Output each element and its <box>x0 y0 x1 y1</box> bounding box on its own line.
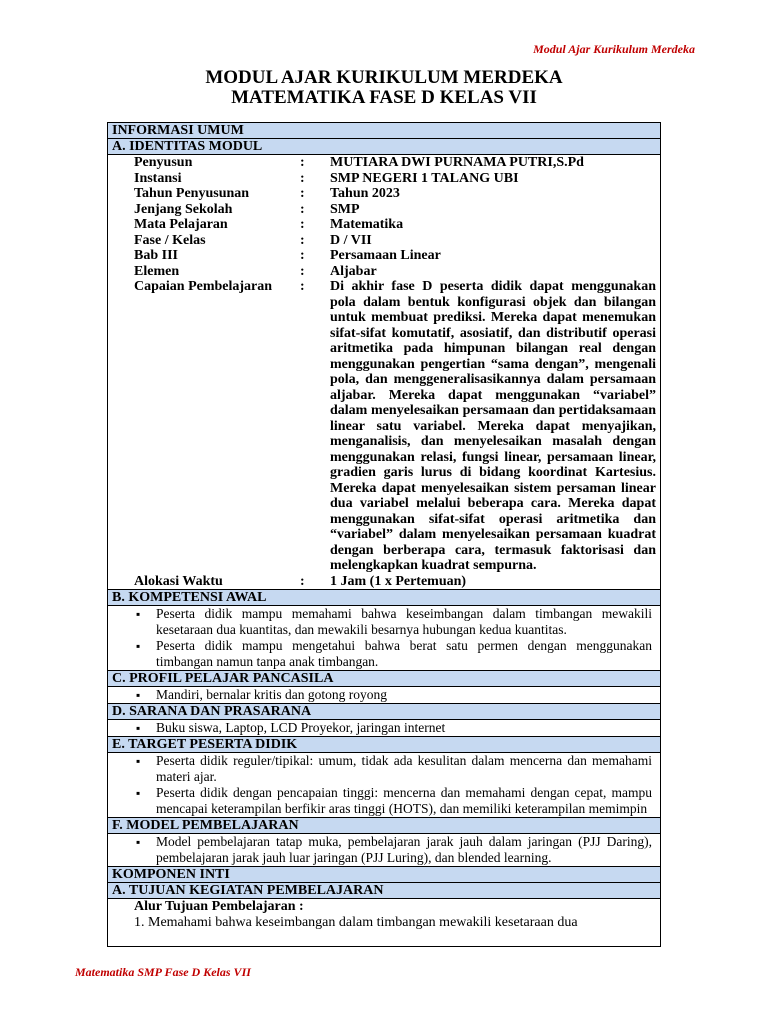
section-target-peserta: E. TARGET PESERTA DIDIK <box>108 737 660 753</box>
title-line-1: MODUL AJAR KURIKULUM MERDEKA <box>205 67 563 88</box>
sarana-content <box>108 720 660 737</box>
running-header: Modul Ajar Kurikulum Merdeka <box>533 42 695 56</box>
identitas-key: Elemen <box>134 263 180 279</box>
identitas-row <box>134 233 656 249</box>
identitas-row <box>134 574 656 590</box>
identitas-row <box>134 248 656 264</box>
sarana-list <box>136 720 652 736</box>
identitas-colon: : <box>300 248 305 263</box>
identitas-value: MUTIARA DWI PURNAMA PUTRI,S.Pd <box>330 155 584 170</box>
identitas-key: Tahun Penyusunan <box>134 186 250 201</box>
model-content <box>108 834 660 867</box>
alur-label: Alur Tujuan Pembelajaran : <box>134 899 304 914</box>
identitas-row <box>134 217 656 233</box>
identitas-colon: : <box>300 186 305 201</box>
identitas-row <box>134 264 656 280</box>
identitas-key: Bab III <box>134 248 178 263</box>
identitas-value: Persamaan Linear <box>330 248 441 263</box>
section-model-pembelajaran: F. MODEL PEMBELAJARAN <box>108 818 660 834</box>
document-title <box>0 68 768 108</box>
identitas-key: Instansi <box>134 170 182 186</box>
identitas-colon: : <box>300 170 305 186</box>
list-item: ▪ Buku siswa, Laptop, LCD Proyekor, jaringan internet <box>136 720 652 736</box>
section-identitas-modul: A. IDENTITAS MODUL <box>108 139 660 155</box>
identitas-value: Tahun 2023 <box>330 186 400 201</box>
identitas-row <box>134 202 656 218</box>
identitas-value: 1 Jam (1 x Pertemuan) <box>330 573 467 589</box>
identitas-key: Jenjang Sekolah <box>134 201 233 217</box>
alur-item-1: 1. Memahami bahwa keseimbangan dalam timbangan mewakili kesetaraan dua <box>134 914 578 930</box>
section-kompetensi-awal: B. KOMPETENSI AWAL <box>108 590 660 606</box>
kompetensi-awal-content <box>108 606 660 671</box>
identitas-key: Alokasi Waktu <box>134 573 223 589</box>
identitas-row <box>134 171 656 187</box>
target-list <box>136 753 652 817</box>
identitas-rows <box>108 155 660 590</box>
identitas-key: Penyusun <box>134 155 193 170</box>
identitas-row <box>134 155 656 171</box>
section-informasi-umum: INFORMASI UMUM <box>108 123 660 139</box>
list-item: ▪ Peserta didik reguler/tipikal: umum, tidak ada kesulitan dalam mencerna dan memahami materi ajar. <box>136 753 652 785</box>
section-profil-pelajar: C. PROFIL PELAJAR PANCASILA <box>108 671 660 687</box>
alur-tujuan <box>108 899 660 930</box>
identitas-key: Capaian Pembelajaran <box>134 279 273 294</box>
identitas-colon: : <box>300 217 305 232</box>
identitas-colon: : <box>300 263 305 279</box>
identitas-row <box>134 279 656 574</box>
identitas-colon: : <box>300 279 305 294</box>
list-item: ▪ Peserta didik dengan pencapaian tinggi: mencerna dan memahami dengan cepat, mampu mencapai keterampilan berfikir aras tinggi (HOTS), dan memiliki keterampilan memimpin <box>136 785 652 817</box>
list-item: ▪ Model pembelajaran tatap muka, pembelajaran jarak jauh dalam jaringan (PJJ Daring), pembelajaran jarak jauh luar jaringan (PJJ Luring), dan blended learning. <box>136 834 652 866</box>
target-content <box>108 753 660 818</box>
identitas-colon: : <box>300 573 305 589</box>
identitas-value: SMP NEGERI 1 TALANG UBI <box>330 170 519 186</box>
kompetensi-awal-list <box>136 606 652 670</box>
identitas-value: SMP <box>330 201 360 217</box>
model-list <box>136 834 652 866</box>
section-komponen-inti: KOMPONEN INTI <box>108 867 660 883</box>
identitas-value: D / VII <box>330 232 372 248</box>
identitas-row <box>134 186 656 202</box>
title-line-2: MATEMATIKA FASE D KELAS VII <box>231 87 537 108</box>
list-item: ▪ Peserta didik mampu memahami bahwa keseimbangan dalam timbangan mewakili kesetaraan dua kuantitas, dan mewakili besarnya hubungan kedua kuantitas. <box>136 606 652 638</box>
identitas-key: Fase / Kelas <box>134 232 206 248</box>
running-footer: Matematika SMP Fase D Kelas VII <box>75 965 251 979</box>
profil-content <box>108 687 660 704</box>
list-item: ▪ Peserta didik mampu mengetahui bahwa berat satu permen dengan menggunakan timbangan namun tanpa anak timbangan. <box>136 638 652 670</box>
list-item: ▪ Mandiri, bernalar kritis dan gotong royong <box>136 687 652 703</box>
identitas-colon: : <box>300 201 305 217</box>
section-tujuan-kegiatan: A. TUJUAN KEGIATAN PEMBELAJARAN <box>108 883 660 899</box>
module-table <box>107 122 661 947</box>
identitas-colon: : <box>300 232 305 248</box>
identitas-value: Matematika <box>330 217 404 232</box>
section-sarana-prasarana: D. SARANA DAN PRASARANA <box>108 704 660 720</box>
identitas-colon: : <box>300 155 305 170</box>
profil-list <box>136 687 652 703</box>
identitas-value: Aljabar <box>330 263 377 279</box>
identitas-value: Di akhir fase D peserta didik dapat menggunakan pola dalam bentuk konfigurasi objek dan bilangan untuk membuat prediksi. Mereka dapat menemukan sifat-sifat komutatif, asosiatif, dan distributif operasi aritmetika pada himpunan bilangan real dengan menggunakan pengertian “sama dengan”, mengenali pola, dan menggeneralisasikannya dalam persamaan aljabar. Mereka dapat menggunakan “variabel” dalam menyelesaikan persamaan dan pertidaksamaan linear satu variabel. Mereka dapat menyajikan, menganalisis, dan menyelesaikan masalah dengan menggunakan relasi, fungsi linear, persamaan linear, gradien garis lurus di bidang koordinat Kartesius. Mereka dapat menyelesaikan sistem persaman linear dua variabel melalui beberapa cara. Mereka dapat menggunakan sifat-sifat operasi aritmetika dan “variabel” dalam menyelesaikan persamaan kuadrat dengan berberapa cara, termasuk faktorisasi dan melengkapkan kuadrat sempurna. <box>330 279 656 573</box>
identitas-key: Mata Pelajaran <box>134 217 228 232</box>
